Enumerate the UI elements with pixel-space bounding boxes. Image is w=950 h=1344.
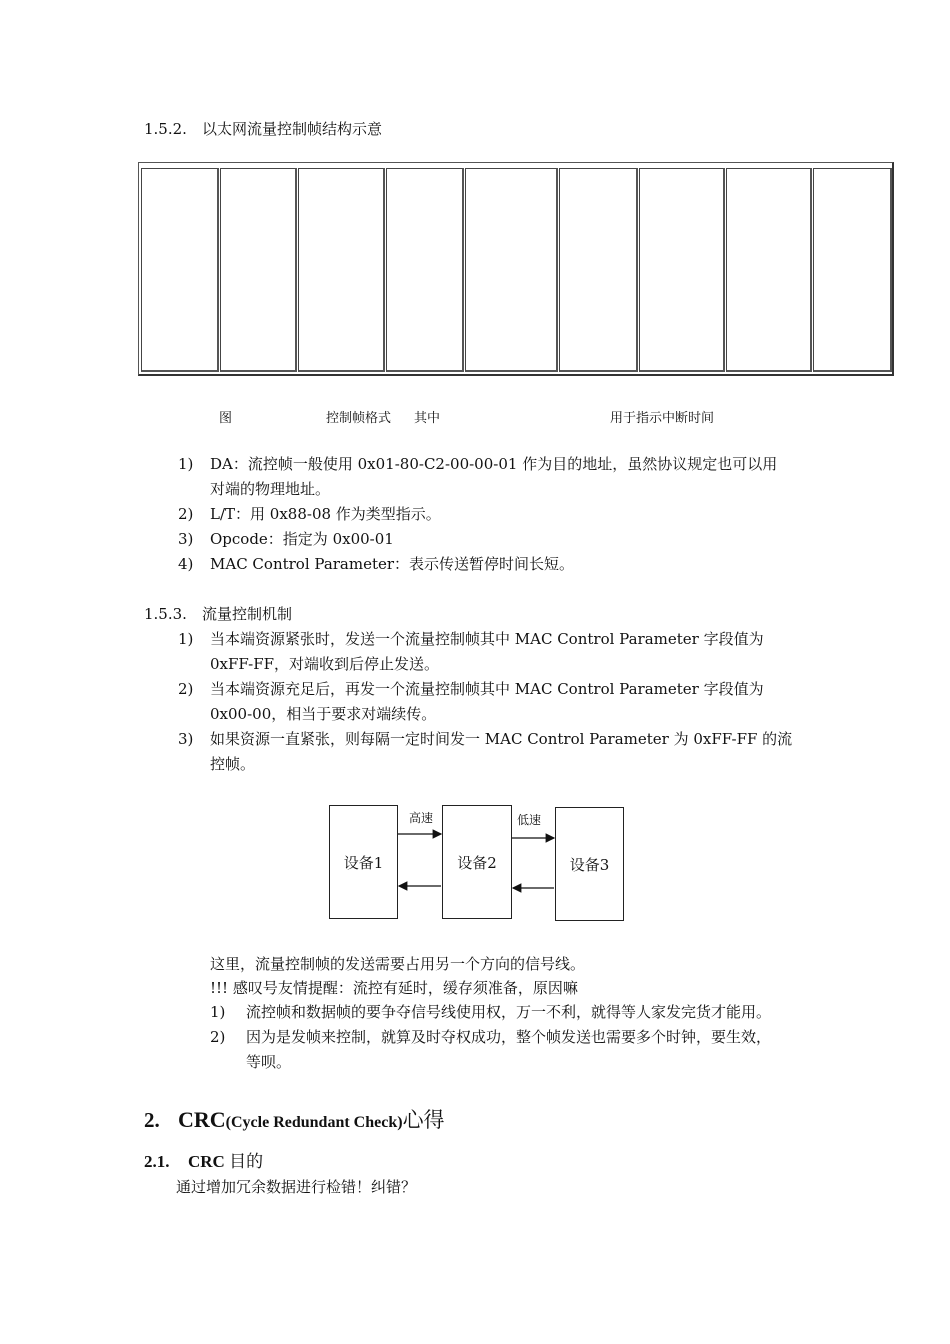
device-box-1: 设备1	[329, 805, 398, 919]
caption-use: 用于指示中断时间	[610, 411, 715, 426]
caption-figure: 图	[219, 411, 233, 426]
purpose-text: 通过增加冗余数据进行检错！纠错？	[176, 1178, 417, 1196]
device-box-3: 设备3	[555, 807, 624, 921]
caption-among: 其中	[414, 411, 441, 426]
note-text: 这里，流量控制帧的发送需要占用另一个方向的信号线。	[210, 955, 586, 973]
chapter-heading-2: 2. CRC(Cycle Redundant Check)心得	[144, 1107, 445, 1132]
label-low-speed: 低速	[517, 813, 542, 827]
tip-text: !!! 感叹号友情提醒：流控有延时，缓存须准备，原因嘛	[210, 979, 578, 997]
caption-format: 控制帧格式	[326, 411, 392, 426]
section-title: 以太网流量控制帧结构示意	[202, 120, 383, 138]
section-heading-2-1: 2.1. CRC 目的	[144, 1152, 264, 1171]
device-box-2: 设备2	[442, 805, 512, 919]
section-title: 流量控制机制	[202, 605, 293, 623]
label-high-speed: 高速	[409, 811, 434, 825]
section-number: 1.5.3.	[144, 605, 187, 623]
section-number: 1.5.2.	[144, 120, 187, 138]
